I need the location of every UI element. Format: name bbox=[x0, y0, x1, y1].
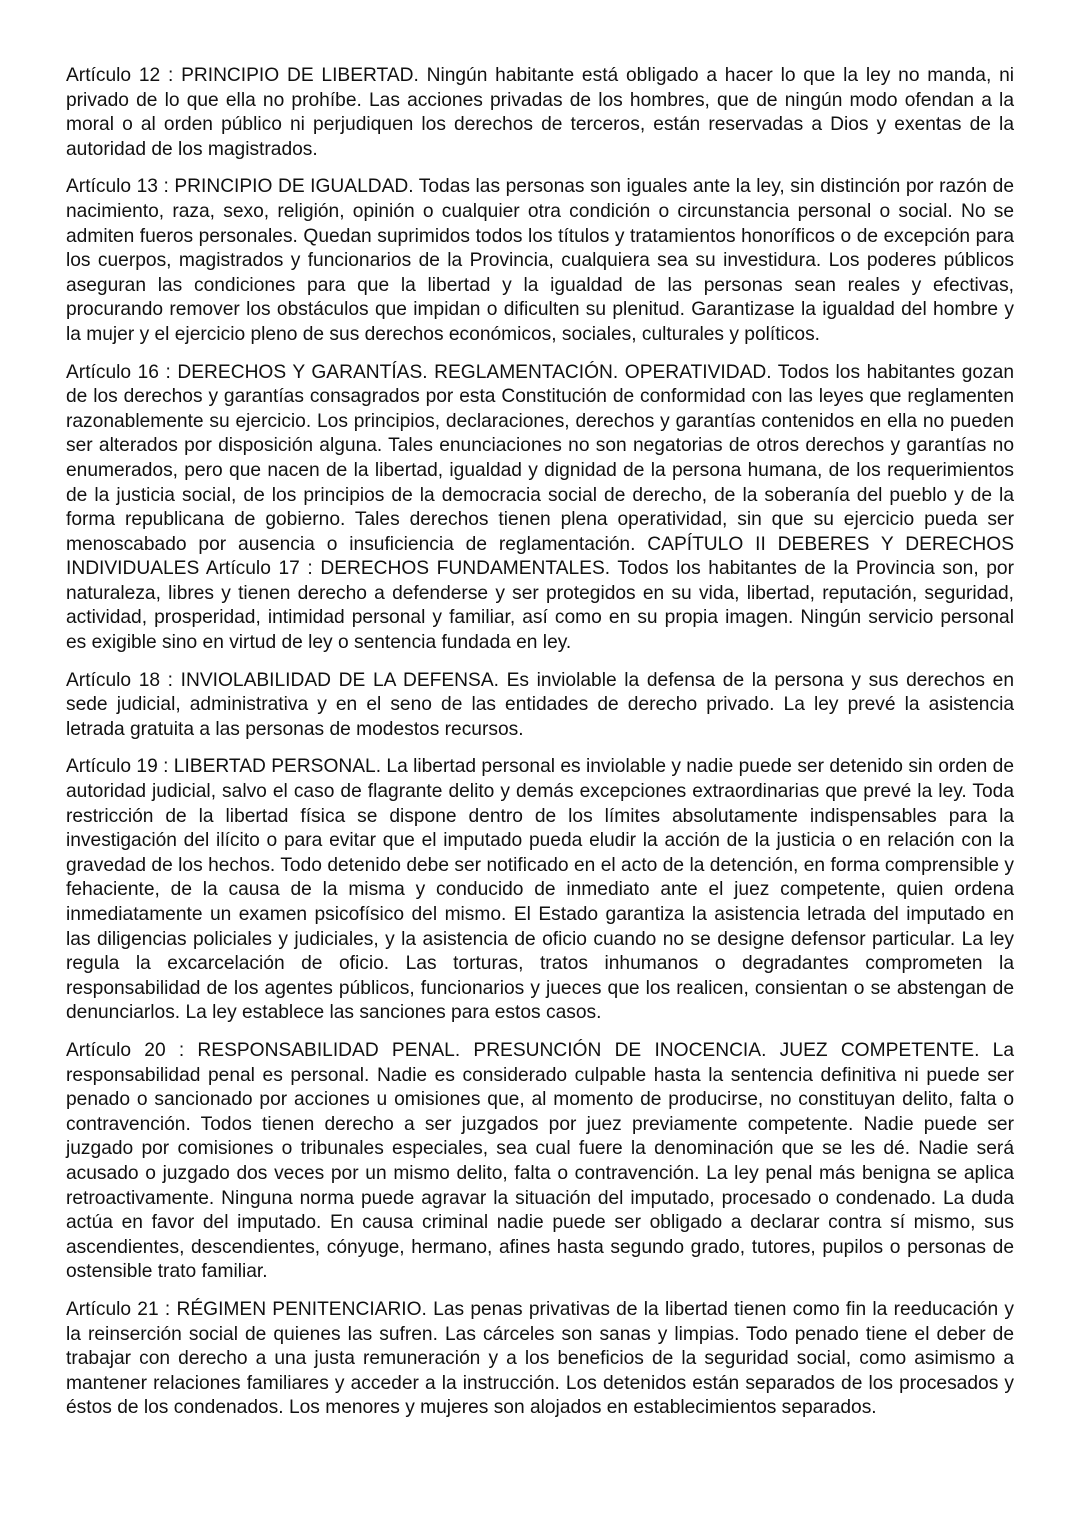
article-12-paragraph: Artículo 12 : PRINCIPIO DE LIBERTAD. Ningún habitante está obligado a hacer lo que la ley no manda, ni privado de lo que ella no prohíbe. Las acciones privadas de los hombres, que de ningún modo ofendan a la moral o al orden público ni perjudiquen los derechos de terceros, están reservadas a Dios y exentas de la autoridad de los magistrados. bbox=[66, 65, 1014, 160]
article-21-paragraph: Artículo 21 : RÉGIMEN PENITENCIARIO. Las penas privativas de la libertad tienen como fin la reeducación y la reinserción social de quienes las sufren. Las cárceles son sanas y limpias. Todo penado tiene el deber de trabajar con derecho a una justa remuneración y a los beneficios de la seguridad social, como asimismo a mantener relaciones familiares y acceder a la instrucción. Los detenidos están separados de los procesados y éstos de los condenados. Los menores y mujeres son alojados en establecimientos separados. bbox=[66, 1298, 1014, 1419]
article-16-17-paragraph: Artículo 16 : DERECHOS Y GARANTÍAS. REGLAMENTACIÓN. OPERATIVIDAD. Todos los habitantes gozan de los derechos y garantías consagrados por esta Constitución de conformidad con las leyes que reglamenten razonablemente su ejercicio. Los principios, declaraciones, derechos y garantías contenidos en ella no pueden ser alterados por disposición alguna. Tales enunciaciones no son negatorias de otros derechos y garantías no enumerados, pero que nacen de la libertad, igualdad y dignidad de la persona humana, de los requerimientos de la justicia social, de los principios de la democracia social de derecho, de la soberanía del pueblo y de la forma republicana de gobierno. Tales derechos tienen plena operatividad, sin que su ejercicio pueda ser menoscabado por ausencia o insuficiencia de reglamentación. CAPÍTULO II DEBERES Y DERECHOS INDIVIDUALES Artículo 17 : DERECHOS FUNDAMENTALES. Todos los habitantes de la Provincia son, por naturaleza, libres y tienen derecho a defenderse y ser protegidos en su vida, libertad, reputación, seguridad, actividad, prosperidad, intimidad personal y familiar, así como en su propia imagen. Ningún servicio personal es exigible sino en virtud de ley o sentencia fundada en ley. bbox=[66, 361, 1014, 654]
document-page bbox=[66, 64, 1014, 1434]
article-13-paragraph: Artículo 13 : PRINCIPIO DE IGUALDAD. Todas las personas son iguales ante la ley, sin distinción por razón de nacimiento, raza, sexo, religión, opinión o cualquier otra condición o circunstancia personal o social. No se admiten fueros personales. Quedan suprimidos todos los títulos y tratamientos honoríficos o de excepción para los cuerpos, magistrados y funcionarios de la Provincia, cualquiera sea su investidura. Los poderes públicos aseguran las condiciones para que la libertad y la igualdad de las personas sean reales y efectivas, procurando remover los obstáculos que impidan o dificulten su plenitud. Garantizase la igualdad del hombre y la mujer y el ejercicio pleno de sus derechos económicos, sociales, culturales y políticos. bbox=[66, 176, 1014, 345]
article-19-paragraph: Artículo 19 : LIBERTAD PERSONAL. La libertad personal es inviolable y nadie puede ser detenido sin orden de autoridad judicial, salvo el caso de flagrante delito y demás excepciones extraordinarias que prevé la ley. Toda restricción de la libertad física se dispone dentro de los límites absolutamente indispensables para la investigación del ilícito o para evitar que el imputado pueda eludir la acción de la justicia o en relación con la gravedad de los hechos. Todo detenido debe ser notificado en el acto de la detención, en forma comprensible y fehaciente, de la causa de la misma y conducido de inmediato ante el juez competente, quien ordena inmediatamente un examen psicofísico del mismo. El Estado garantiza la asistencia letrada del imputado en las diligencias policiales y judiciales, y la asistencia de oficio cuando no se designe defensor particular. La ley regula la excarcelación de oficio. Las torturas, tratos inhumanos o degradantes comprometen la responsabilidad de los agentes públicos, funcionarios y jueces que los realicen, consientan o se abstengan de denunciarlos. La ley establece las sanciones para estos casos. bbox=[66, 756, 1014, 1024]
article-18-paragraph: Artículo 18 : INVIOLABILIDAD DE LA DEFENSA. Es inviolable la defensa de la persona y sus derechos en sede judicial, administrativa y en el seno de las entidades de derecho privado. La ley prevé la asistencia letrada gratuita a las personas de modestos recursos. bbox=[66, 669, 1014, 740]
article-20-paragraph: Artículo 20 : RESPONSABILIDAD PENAL. PRESUNCIÓN DE INOCENCIA. JUEZ COMPETENTE. La responsabilidad penal es personal. Nadie es considerado culpable hasta la sentencia definitiva ni puede ser penado o sancionado por acciones u omisiones que, al momento de producirse, no constituyan delito, falta o contravención. Todos tienen derecho a ser juzgados por juez previamente competente. Nadie puede ser juzgado por comisiones o tribunales especiales, sea cual fuere la denominación que se les dé. Nadie será acusado o juzgado dos veces por un mismo delito, falta o contravención. La ley penal más benigna se aplica retroactivamente. Ninguna norma puede agravar la situación del imputado, procesado o condenado. La duda actúa en favor del imputado. En causa criminal nadie puede ser obligado a declarar contra sí mismo, sus ascendientes, descendientes, cónyuge, hermano, afines hasta segundo grado, tutores, pupilos o personas de ostensible trato familiar. bbox=[66, 1039, 1014, 1283]
